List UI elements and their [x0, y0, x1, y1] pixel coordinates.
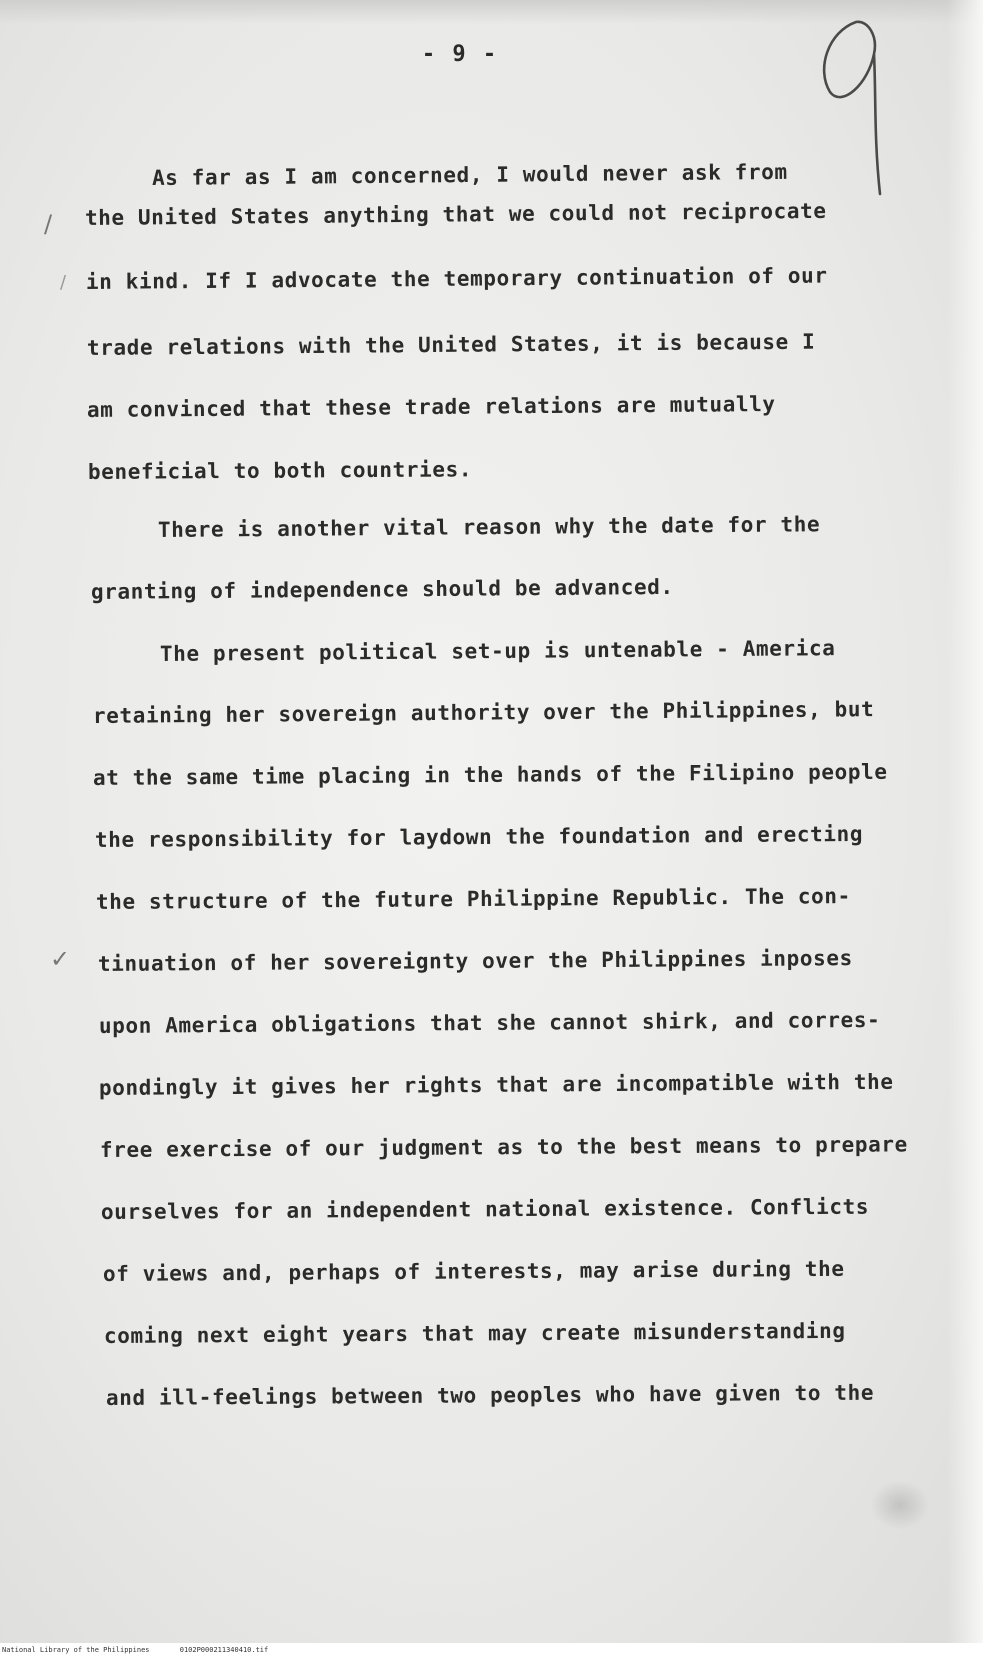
handwritten-page-number	[818, 14, 918, 214]
scan-footer	[0, 1643, 983, 1658]
text-line: in kind. If I advocate the temporary continuation of our	[85, 263, 828, 294]
text-line: granting of independence should be advanced.	[90, 574, 674, 604]
text-line: coming next eight years that may create misunderstanding	[103, 1318, 846, 1348]
text-line: retaining her sovereign authority over the Philippines, but	[92, 697, 875, 728]
text-line: am convinced that these trade relations are mutually	[86, 391, 776, 422]
margin-tick-mark: /	[44, 210, 53, 238]
text-line: the United States anything that we could not reciprocate	[84, 198, 827, 230]
text-line: upon America obligations that she cannot shirk, and corres-	[98, 1007, 881, 1038]
text-line: free exercise of our judgment as to the best means to prepare	[99, 1132, 908, 1162]
library-label: National Library of the Philippines	[2, 1646, 150, 1654]
margin-tick-mark: /	[60, 272, 67, 293]
text-line: beneficial to both countries.	[87, 457, 473, 484]
text-line: and ill-feelings between two peoples who have given to the	[105, 1380, 875, 1410]
text-line: pondingly it gives her rights that are incompatible with the	[98, 1069, 894, 1100]
text-line: at the same time placing in the hands of the Filipino people	[92, 759, 888, 790]
text-line: trade relations with the United States, it is because I	[86, 329, 816, 360]
text-line: ourselves for an independent national existence. Conflicts	[100, 1194, 870, 1224]
text-line: the responsibility for laydown the foundation and erecting	[94, 821, 864, 852]
margin-check-mark: ✓	[50, 945, 71, 973]
text-line: There is another vital reason why the date for the	[157, 512, 821, 542]
ink-smudge	[870, 1480, 930, 1530]
scan-edge-right	[947, 0, 983, 1658]
text-line: tinuation of her sovereignty over the Philippines inposes	[97, 946, 853, 976]
text-line: The present political set-up is untenable - America	[159, 636, 836, 666]
text-line: As far as I am concerned, I would never ask from	[151, 159, 788, 190]
text-line: the structure of the future Philippine Republic. The con-	[95, 884, 851, 914]
text-line: of views and, perhaps of interests, may arise during the	[102, 1256, 845, 1286]
file-id: 0102P000211340410.tif	[179, 1646, 269, 1654]
page-number: - 9 -	[421, 42, 499, 67]
